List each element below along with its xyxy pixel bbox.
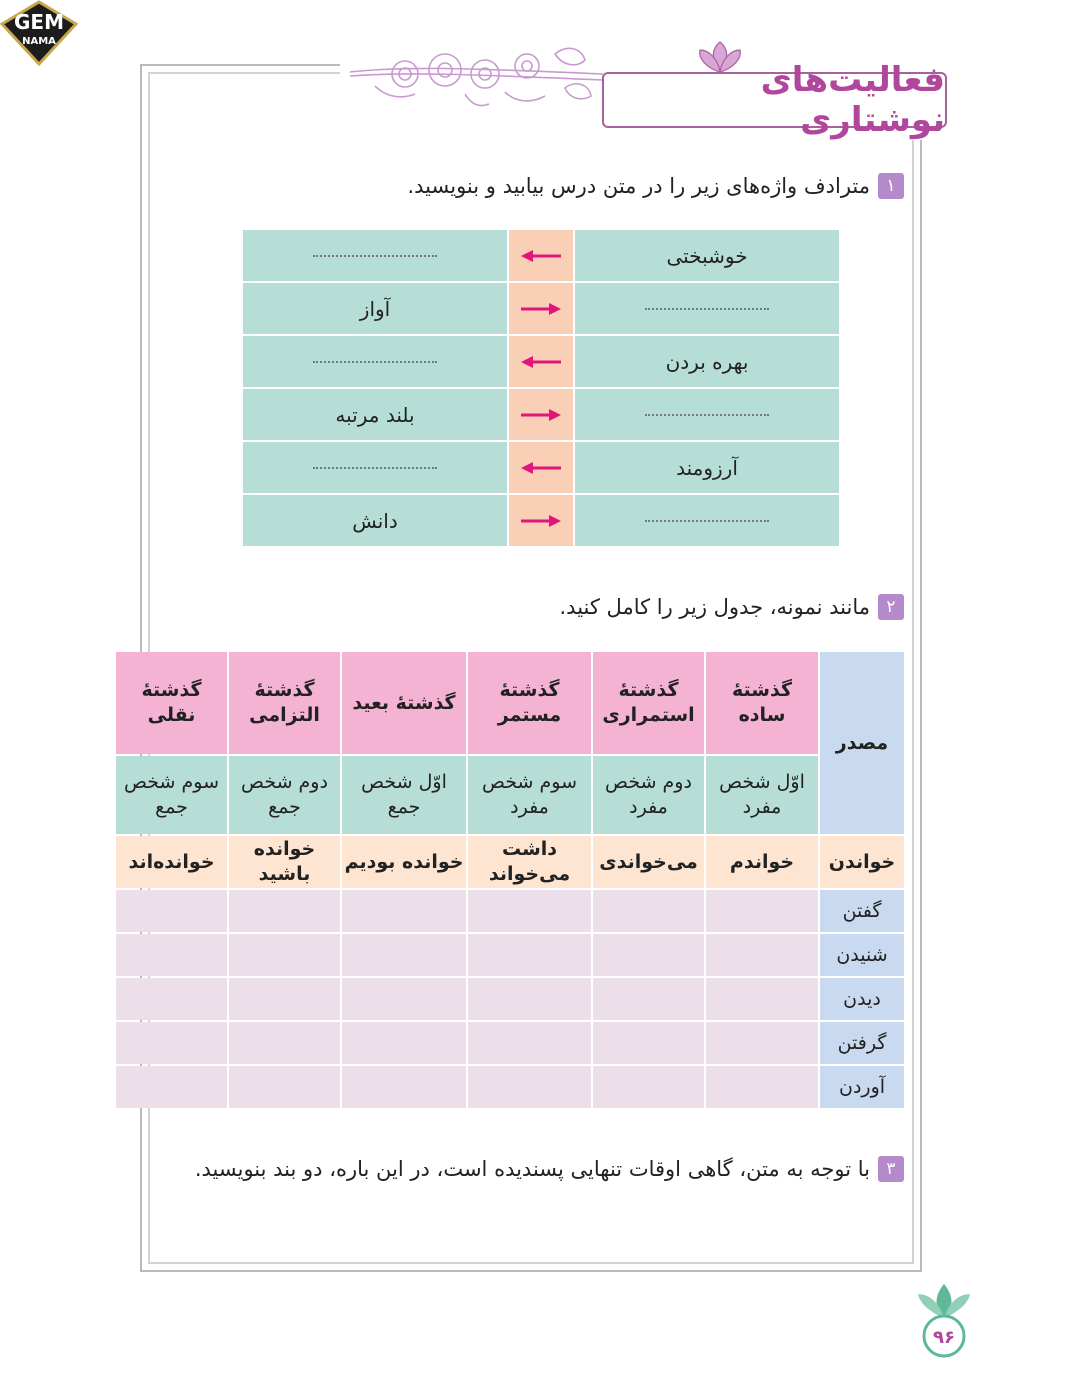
person-header: سوم شخص جمع [116,756,227,834]
synonym-word: بلند مرتبه [335,402,415,427]
synonym-blank-cell[interactable] [575,283,839,334]
synonym-row [243,230,839,281]
arrow-right-icon [519,514,563,528]
example-form: خوانده‌اند [116,836,227,888]
question-1-number: ۱ [878,173,904,199]
synonym-word: خوشبختی [666,243,748,268]
answer-cell[interactable] [342,978,466,1020]
synonym-row [243,336,839,387]
answer-blank[interactable] [313,467,437,469]
verb-cell: آوردن [820,1066,904,1108]
example-form: می‌خواندی [593,836,704,888]
page-number: ۹۶ [933,1327,955,1348]
section-title: فعالیت‌های نوشتاری [760,60,945,140]
synonym-row [243,495,839,546]
arrow-cell [509,495,573,546]
answer-cell[interactable] [229,978,340,1020]
answer-cell[interactable] [342,890,466,932]
logo-text: GEM [14,10,64,34]
answer-cell[interactable] [342,1066,466,1108]
question-3-number: ۳ [878,1156,904,1182]
answer-cell[interactable] [116,1066,227,1108]
arrow-cell [509,389,573,440]
answer-cell[interactable] [229,890,340,932]
example-form: خوانده باشید [229,836,340,888]
question-2 [560,594,905,620]
tense-header: گذشتهٔ بعید [342,652,466,754]
synonym-word-cell[interactable] [243,283,507,334]
answer-blank[interactable] [645,414,769,416]
question-3 [195,1156,904,1182]
answer-cell[interactable] [116,1022,227,1064]
answer-blank[interactable] [313,255,437,257]
answer-cell[interactable] [706,978,818,1020]
answer-cell[interactable] [116,890,227,932]
synonym-row [243,283,839,334]
section-title-box [602,60,947,140]
synonym-word-cell[interactable] [575,336,839,387]
person-header: دوم شخص جمع [229,756,340,834]
answer-cell[interactable] [468,934,591,976]
synonym-word: دانش [352,508,398,533]
arrow-left-icon [519,249,563,263]
synonym-blank-cell[interactable] [243,230,507,281]
answer-cell[interactable] [593,1066,704,1108]
answer-cell[interactable] [468,1022,591,1064]
synonym-word-cell[interactable] [243,495,507,546]
synonym-row [243,442,839,493]
person-header: اوّل شخص مفرد [706,756,818,834]
tense-header: گذشتهٔ التزامی [229,652,340,754]
synonym-word-cell[interactable] [575,442,839,493]
answer-cell[interactable] [468,978,591,1020]
example-form: داشت می‌خواند [468,836,591,888]
example-verb: خواندن [820,836,904,888]
logo-subtext: NAMA [22,36,56,47]
arrow-cell [509,336,573,387]
answer-cell[interactable] [116,978,227,1020]
answer-blank[interactable] [645,520,769,522]
tense-header: گذشتهٔ مستمر [468,652,591,754]
answer-cell[interactable] [342,934,466,976]
arrow-cell [509,442,573,493]
synonym-blank-cell[interactable] [243,336,507,387]
answer-cell[interactable] [706,890,818,932]
answer-cell[interactable] [229,934,340,976]
answer-cell[interactable] [229,1022,340,1064]
synonym-blank-cell[interactable] [575,495,839,546]
answer-cell[interactable] [116,934,227,976]
answer-cell[interactable] [593,934,704,976]
tense-header: گذشتهٔ نقلی [116,652,227,754]
synonym-word: آواز [359,296,391,321]
synonym-word-cell[interactable] [243,389,507,440]
person-header: سوم شخص مفرد [468,756,591,834]
answer-cell[interactable] [468,1066,591,1108]
answer-cell[interactable] [593,978,704,1020]
arrow-right-icon [519,302,563,316]
question-3-text: با توجه به متن، گاهی اوقات تنهایی پسندیده است، در این باره، دو بند بنویسید. [194,1157,870,1181]
question-2-text: مانند نمونه، جدول زیر را کامل کنید. [559,595,870,619]
tense-header: گذشتهٔ ساده [706,652,818,754]
question-2-number: ۲ [878,594,904,620]
answer-blank[interactable] [645,308,769,310]
synonym-blank-cell[interactable] [243,442,507,493]
synonym-table [243,230,839,546]
synonym-word: بهره بردن [665,349,749,374]
verb-cell: گفتن [820,890,904,932]
person-header: دوم شخص مفرد [593,756,704,834]
answer-cell[interactable] [706,1066,818,1108]
verb-cell: دیدن [820,978,904,1020]
answer-cell[interactable] [229,1066,340,1108]
arrow-cell [509,283,573,334]
answer-cell[interactable] [706,1022,818,1064]
conjugation-table [116,652,904,1108]
synonym-blank-cell[interactable] [575,389,839,440]
answer-blank[interactable] [313,361,437,363]
arrow-left-icon [519,355,563,369]
answer-cell[interactable] [342,1022,466,1064]
page-number-badge [912,1282,976,1364]
arrow-cell [509,230,573,281]
synonym-row [243,389,839,440]
answer-cell[interactable] [706,934,818,976]
answer-cell[interactable] [593,1022,704,1064]
synonym-word-cell[interactable] [575,230,839,281]
example-form: خوانده بودیم [342,836,466,888]
answer-cell[interactable] [593,890,704,932]
floral-ornament [345,44,607,116]
answer-cell[interactable] [468,890,591,932]
arrow-right-icon [519,408,563,422]
question-1-text: مترادف واژه‌های زیر را در متن درس بیابید و بنویسید. [407,174,870,198]
tense-header: گذشتهٔ استمراری [593,652,704,754]
arrow-left-icon [519,461,563,475]
verb-cell: گرفتن [820,1022,904,1064]
person-header: اوّل شخص جمع [342,756,466,834]
verb-cell: شنیدن [820,934,904,976]
gemnama-logo [0,0,78,66]
example-form: خواندم [706,836,818,888]
question-1 [407,173,904,199]
synonym-word: آرزومند [676,455,738,480]
masdar-header: مصدر [820,652,904,834]
